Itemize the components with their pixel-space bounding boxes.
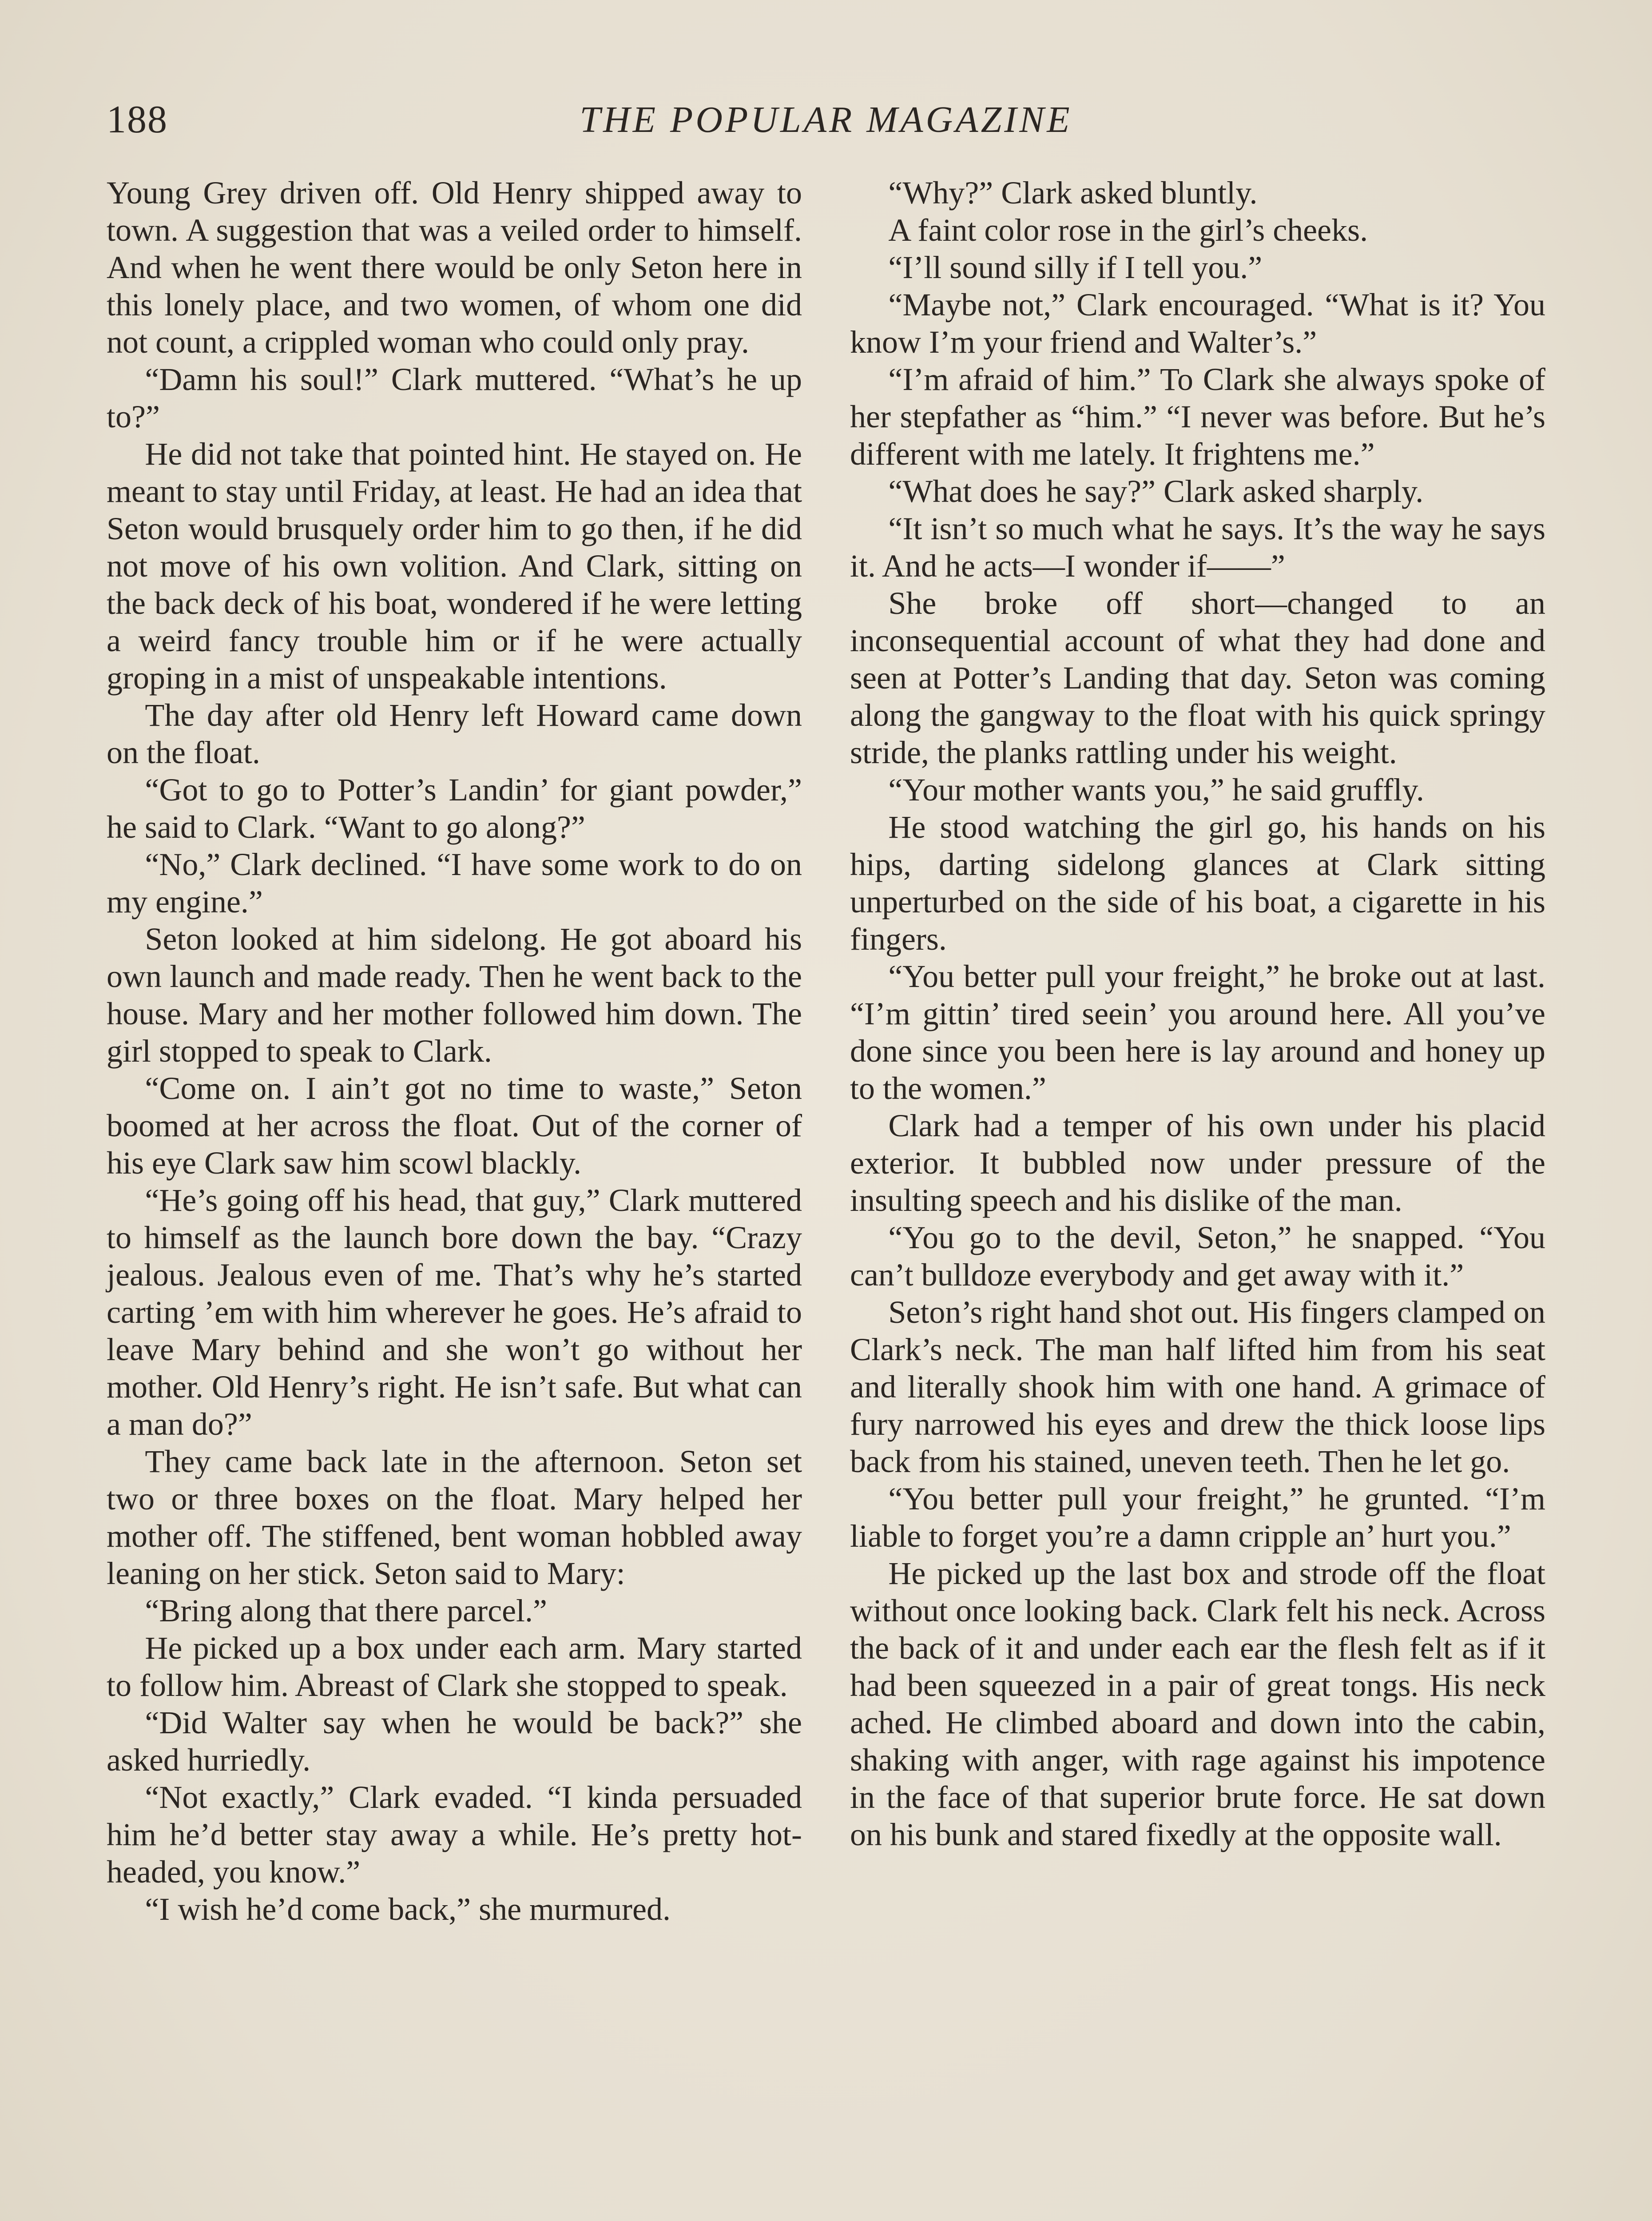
magazine-title: THE POPULAR MAGAZINE [580, 99, 1072, 140]
paragraph: “You go to the devil, Seton,” he snapped. “You can’t bulldoze everybody and get away with it.” [850, 1220, 1545, 1293]
paragraph: “Maybe not,” Clark encouraged. “What is it? You know I’m your friend and Walter’s.” [850, 287, 1545, 360]
paragraph: “You better pull your freight,” he broke out at last. “I’m gittin’ tired seein’ you around here. All you’ve done since you been here is lay around and honey up to the women.” [850, 959, 1545, 1106]
paragraph: “Come on. I ain’t got no time to waste,” Seton boomed at her across the float. Out of the corner of his eye Clark saw him scowl blackly. [107, 1071, 802, 1181]
text-columns [107, 174, 1545, 2221]
paragraph: Seton looked at him sidelong. He got aboard his own launch and made ready. Then he went back to the house. Mary and her mother followed him down. The girl stopped to speak to Clark. [107, 921, 802, 1069]
paragraph: Clark had a temper of his own under his placid exterior. It bubbled now under pressure of the insulting speech and his dislike of the man. [850, 1108, 1545, 1218]
paragraph: He did not take that pointed hint. He stayed on. He meant to stay until Friday, at least. He had an idea that Seton would brusquely order him to go then, if he did not move of his own volition. And Clark, sitting on the back deck of his boat, wondered if he were letting a weird fancy trouble him or if he were actually groping in a mist of unspeakable intentions. [107, 436, 802, 696]
paragraph: She broke off short—changed to an inconsequential account of what they had done and seen at Potter’s Landing that day. Seton was coming along the gangway to the float with his quick springy stride, the planks rattling under his weight. [850, 585, 1545, 770]
page-number: 188 [107, 98, 168, 141]
left-column [107, 174, 802, 1928]
right-column [850, 174, 1545, 1853]
paragraph: “I’m afraid of him.” To Clark she always spoke of her stepfather as “him.” “I never was before. But he’s different with me lately. It frightens me.” [850, 362, 1545, 472]
paragraph: “Damn his soul!” Clark muttered. “What’s he up to?” [107, 362, 802, 434]
paragraph: Young Grey driven off. Old Henry shipped away to town. A suggestion that was a veiled order to himself. And when he went there would be only Seton here in this lonely place, and two women, of whom one did not count, a crippled woman who could only pray. [107, 175, 802, 360]
paragraph: “Why?” Clark asked bluntly. [888, 175, 1258, 211]
paragraph: A faint color rose in the girl’s cheeks. [888, 212, 1368, 248]
paragraph: “Not exactly,” Clark evaded. “I kinda persuaded him he’d better stay away a while. He’s pretty hot-headed, you know.” [107, 1779, 802, 1890]
paragraph: He picked up the last box and strode off the float without once looking back. Clark felt his neck. Across the back of it and under each ear the flesh felt as if it had been squeezed in a pair of great tongs. His neck ached. He climbed aboard and down into the cabin, shaking with anger, with rage against his impotence in the face of that superior brute force. He sat down on his bunk and stared fixedly at the opposite wall. [850, 1556, 1545, 1852]
paragraph: “I’ll sound silly if I tell you.” [888, 250, 1263, 285]
paragraph: He stood watching the girl go, his hands on his hips, darting sidelong glances at Clark sitting unperturbed on the side of his boat, a cigarette in his fingers. [850, 809, 1545, 957]
paragraph: “He’s going off his head, that guy,” Clark muttered to himself as the launch bore down the bay. “Crazy jealous. Jealous even of me. That’s why he’s started carting ’em with him wherever he goes. He’s afraid to leave Mary behind and she won’t go without her mother. Old Henry’s right. He isn’t safe. But what can a man do?” [107, 1182, 802, 1442]
paragraph: “Got to go to Potter’s Landin’ for giant powder,” he said to Clark. “Want to go along?” [107, 772, 802, 845]
paragraph: “I wish he’d come back,” she murmured. [145, 1891, 671, 1927]
paragraph: “Bring along that there parcel.” [145, 1593, 547, 1628]
paragraph: Seton’s right hand shot out. His fingers clamped on Clark’s neck. The man half lifted him from his seat and literally shook him with one hand. A grimace of fury narrowed his eyes and drew the thick loose lips back from his stained, uneven teeth. Then he let go. [850, 1294, 1545, 1479]
running-head [107, 93, 1545, 147]
paragraph: “It isn’t so much what he says. It’s the way he says it. And he acts—I wonder if——” [850, 511, 1545, 584]
paragraph: “Did Walter say when he would be back?” she asked hurriedly. [107, 1705, 802, 1778]
paragraph: He picked up a box under each arm. Mary started to follow him. Abreast of Clark she stopped to speak. [107, 1630, 802, 1703]
paragraph: “No,” Clark declined. “I have some work to do on my engine.” [107, 847, 802, 919]
paragraph: They came back late in the afternoon. Seton set two or three boxes on the float. Mary helped her mother off. The stiffened, bent woman hobbled away leaning on her stick. Seton said to Mary: [107, 1444, 802, 1591]
paragraph: “You better pull your freight,” he grunted. “I’m liable to forget you’re a damn cripple an’ hurt you.” [850, 1481, 1545, 1554]
paragraph: “Your mother wants you,” he said gruffly. [888, 772, 1424, 808]
paragraph: “What does he say?” Clark asked sharply. [888, 474, 1424, 509]
paragraph: The day after old Henry left Howard came down on the float. [107, 697, 802, 770]
